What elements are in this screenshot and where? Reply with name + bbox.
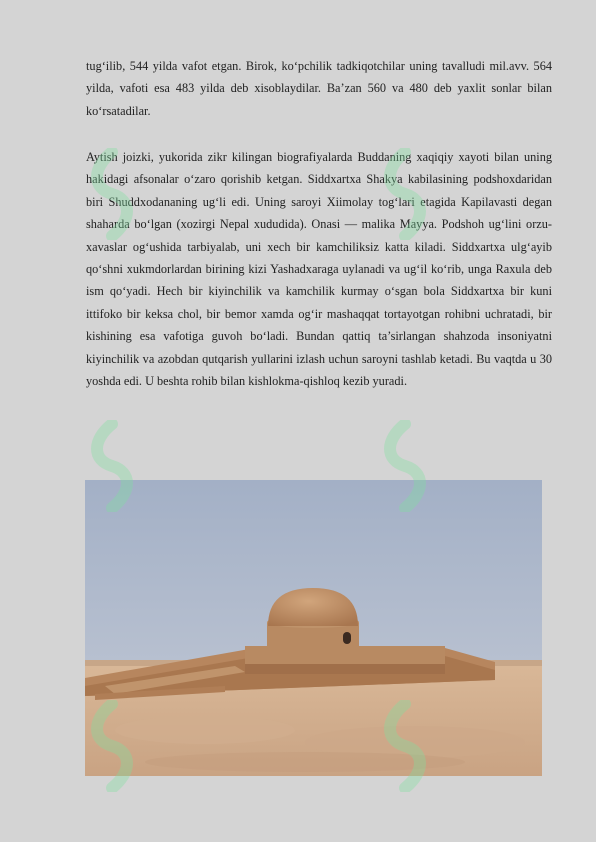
paragraph-1: tug‘ilib, 544 yilda vafot etgan. Birok, ko‘pchilik tadkiqotchilar uning tavalludi mil.avv. 564 yilda, vafoti esa 483 yilda deb xisoblaydilar. Ba’zan 560 va 480 deb yaxlit sonlar bilan ko‘rsatadilar. — [86, 59, 552, 118]
stupa-photo — [85, 480, 542, 776]
paragraph-2: Aytish joizki, yukorida zikr kilingan biografiyalarda Buddaning xaqiqiy xayoti bilan uning hakidagi afsonalar o‘zaro qorishib ketgan. Siddxartxa Shakya kabilasining podshoxdaridan biri Shuddxodananing ug‘li edi. Uning saroyi Xiimolay tog‘lari etagida Kapilavasti degan shaharda bo‘lgan (xozirgi Nepal xududida). Onasi — malika Mayya. Podshoh ug‘lini orzu-xavaslar og‘ushida tarbiyalab, uni xech bir kamchiliksiz katta kiladi. Siddxartxa ulg‘ayib qo‘shni xukmdorlardan birining kizi Yashadxaraga uylanadi va ug‘il ko‘rib, unga Raxula deb ism qo‘yadi. Hech bir kiyinchilik va kamchilik kurmay o‘sgan bola Siddxartxa bir kuni ittifoko bir keksa chol, bir bemor xamda og‘ir mashaqqat tortayotgan rohibni uchratadi, bir kishining esa vafotiga guvoh bo‘ladi. Bundan qattiq ta’sirlangan shahzoda insoniyatni kiyinchilik va azobdan qutqarish yullarini izlash uchun saroyni tashlab ketadi. Bu vaqtda u 30 yoshda edi. U beshta rohib bilan kishlokma-qishloq kezib yuradi. — [86, 150, 552, 389]
